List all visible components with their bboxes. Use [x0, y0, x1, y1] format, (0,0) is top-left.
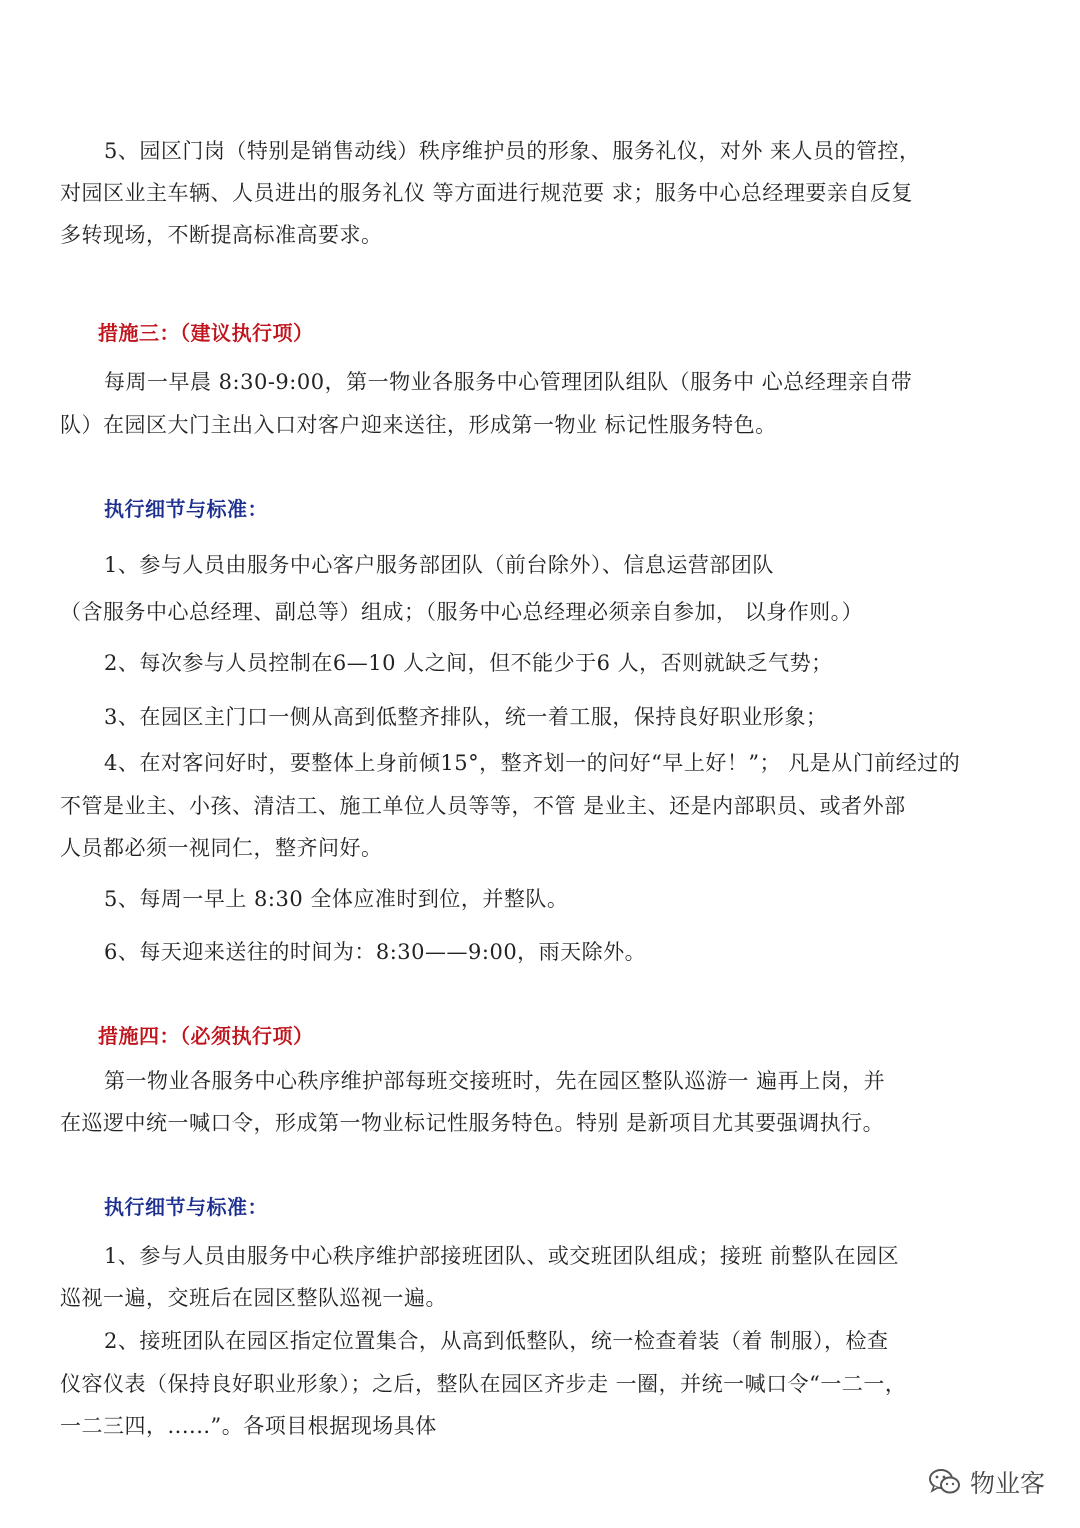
list-item: 一二三四，......”。各项目根据现场具体 [60, 1414, 437, 1438]
list-item: 1、参与人员由服务中心秩序维护部接班团队、或交班团队组成；接班 前整队在园区 [104, 1244, 900, 1268]
list-item: 5、每周一早上 8:30 全体应准时到位，并整队。 [104, 887, 569, 911]
watermark-text: 物业客 [970, 1469, 1046, 1498]
list-item: （含服务中心总经理、副总等）组成；（服务中心总经理必须亲自参加， 以身作则。） [60, 600, 864, 624]
list-item: 4、在对客问好时，要整体上身前倾15°，整齐划一的问好“早上好！”； 凡是从门前经过的 [104, 751, 961, 775]
wechat-icon [928, 1467, 962, 1497]
measure-4-heading: 措施四：（必须执行项） [98, 1024, 314, 1048]
list-item: 3、在园区主门口一侧从高到低整齐排队，统一着工服，保持良好职业形象； [104, 705, 828, 729]
list-item: 6、每天迎来送往的时间为：8:30——9:00，雨天除外。 [104, 940, 647, 964]
detail-heading: 执行细节与标准： [104, 497, 268, 521]
paragraph-line: 对园区业主车辆、人员进出的服务礼仪 等方面进行规范要 求；服务中心总经理要亲自反复 [60, 181, 913, 205]
list-item: 2、每次参与人员控制在6—10 人之间，但不能少于6 人，否则就缺乏气势； [104, 651, 833, 675]
detail-heading: 执行细节与标准： [104, 1195, 268, 1219]
list-item: 2、接班团队在园区指定位置集合，从高到低整队，统一检查着装（着 制服），检查 [104, 1329, 889, 1353]
paragraph-line: 每周一早晨 8:30-9:00，第一物业各服务中心管理团队组队（服务中 心总经理亲自带 [104, 370, 913, 394]
watermark [928, 1462, 1045, 1502]
measure-3-heading: 措施三：（建议执行项） [98, 321, 314, 345]
paragraph-line: 在巡逻中统一喊口令，形成第一物业标记性服务特色。特别 是新项目尤其要强调执行。 [60, 1111, 885, 1135]
paragraph-line: 队）在园区大门主出入口对客户迎来送往，形成第一物业 标记性服务特色。 [60, 413, 777, 437]
list-item: 1、参与人员由服务中心客户服务部团队（前台除外）、信息运营部团队 [104, 553, 774, 577]
paragraph-line: 5、园区门岗（特别是销售动线）秩序维护员的形象、服务礼仪，对外 来人员的管控， [104, 139, 921, 163]
list-item: 巡视一遍，交班后在园区整队巡视一遍。 [60, 1286, 447, 1310]
list-item: 仪容仪表（保持良好职业形象）；之后，整队在园区齐步走 一圈，并统一喊口令“一二一， [60, 1372, 907, 1396]
list-item: 人员都必须一视同仁，整齐问好。 [60, 836, 383, 860]
list-item: 不管是业主、小孩、清洁工、施工单位人员等等，不管 是业主、还是内部职员、或者外部 [60, 794, 906, 818]
paragraph-line: 多转现场，不断提高标准高要求。 [60, 223, 383, 247]
paragraph-line: 第一物业各服务中心秩序维护部每班交接班时，先在园区整队巡游一 遍再上岗，并 [104, 1069, 886, 1093]
